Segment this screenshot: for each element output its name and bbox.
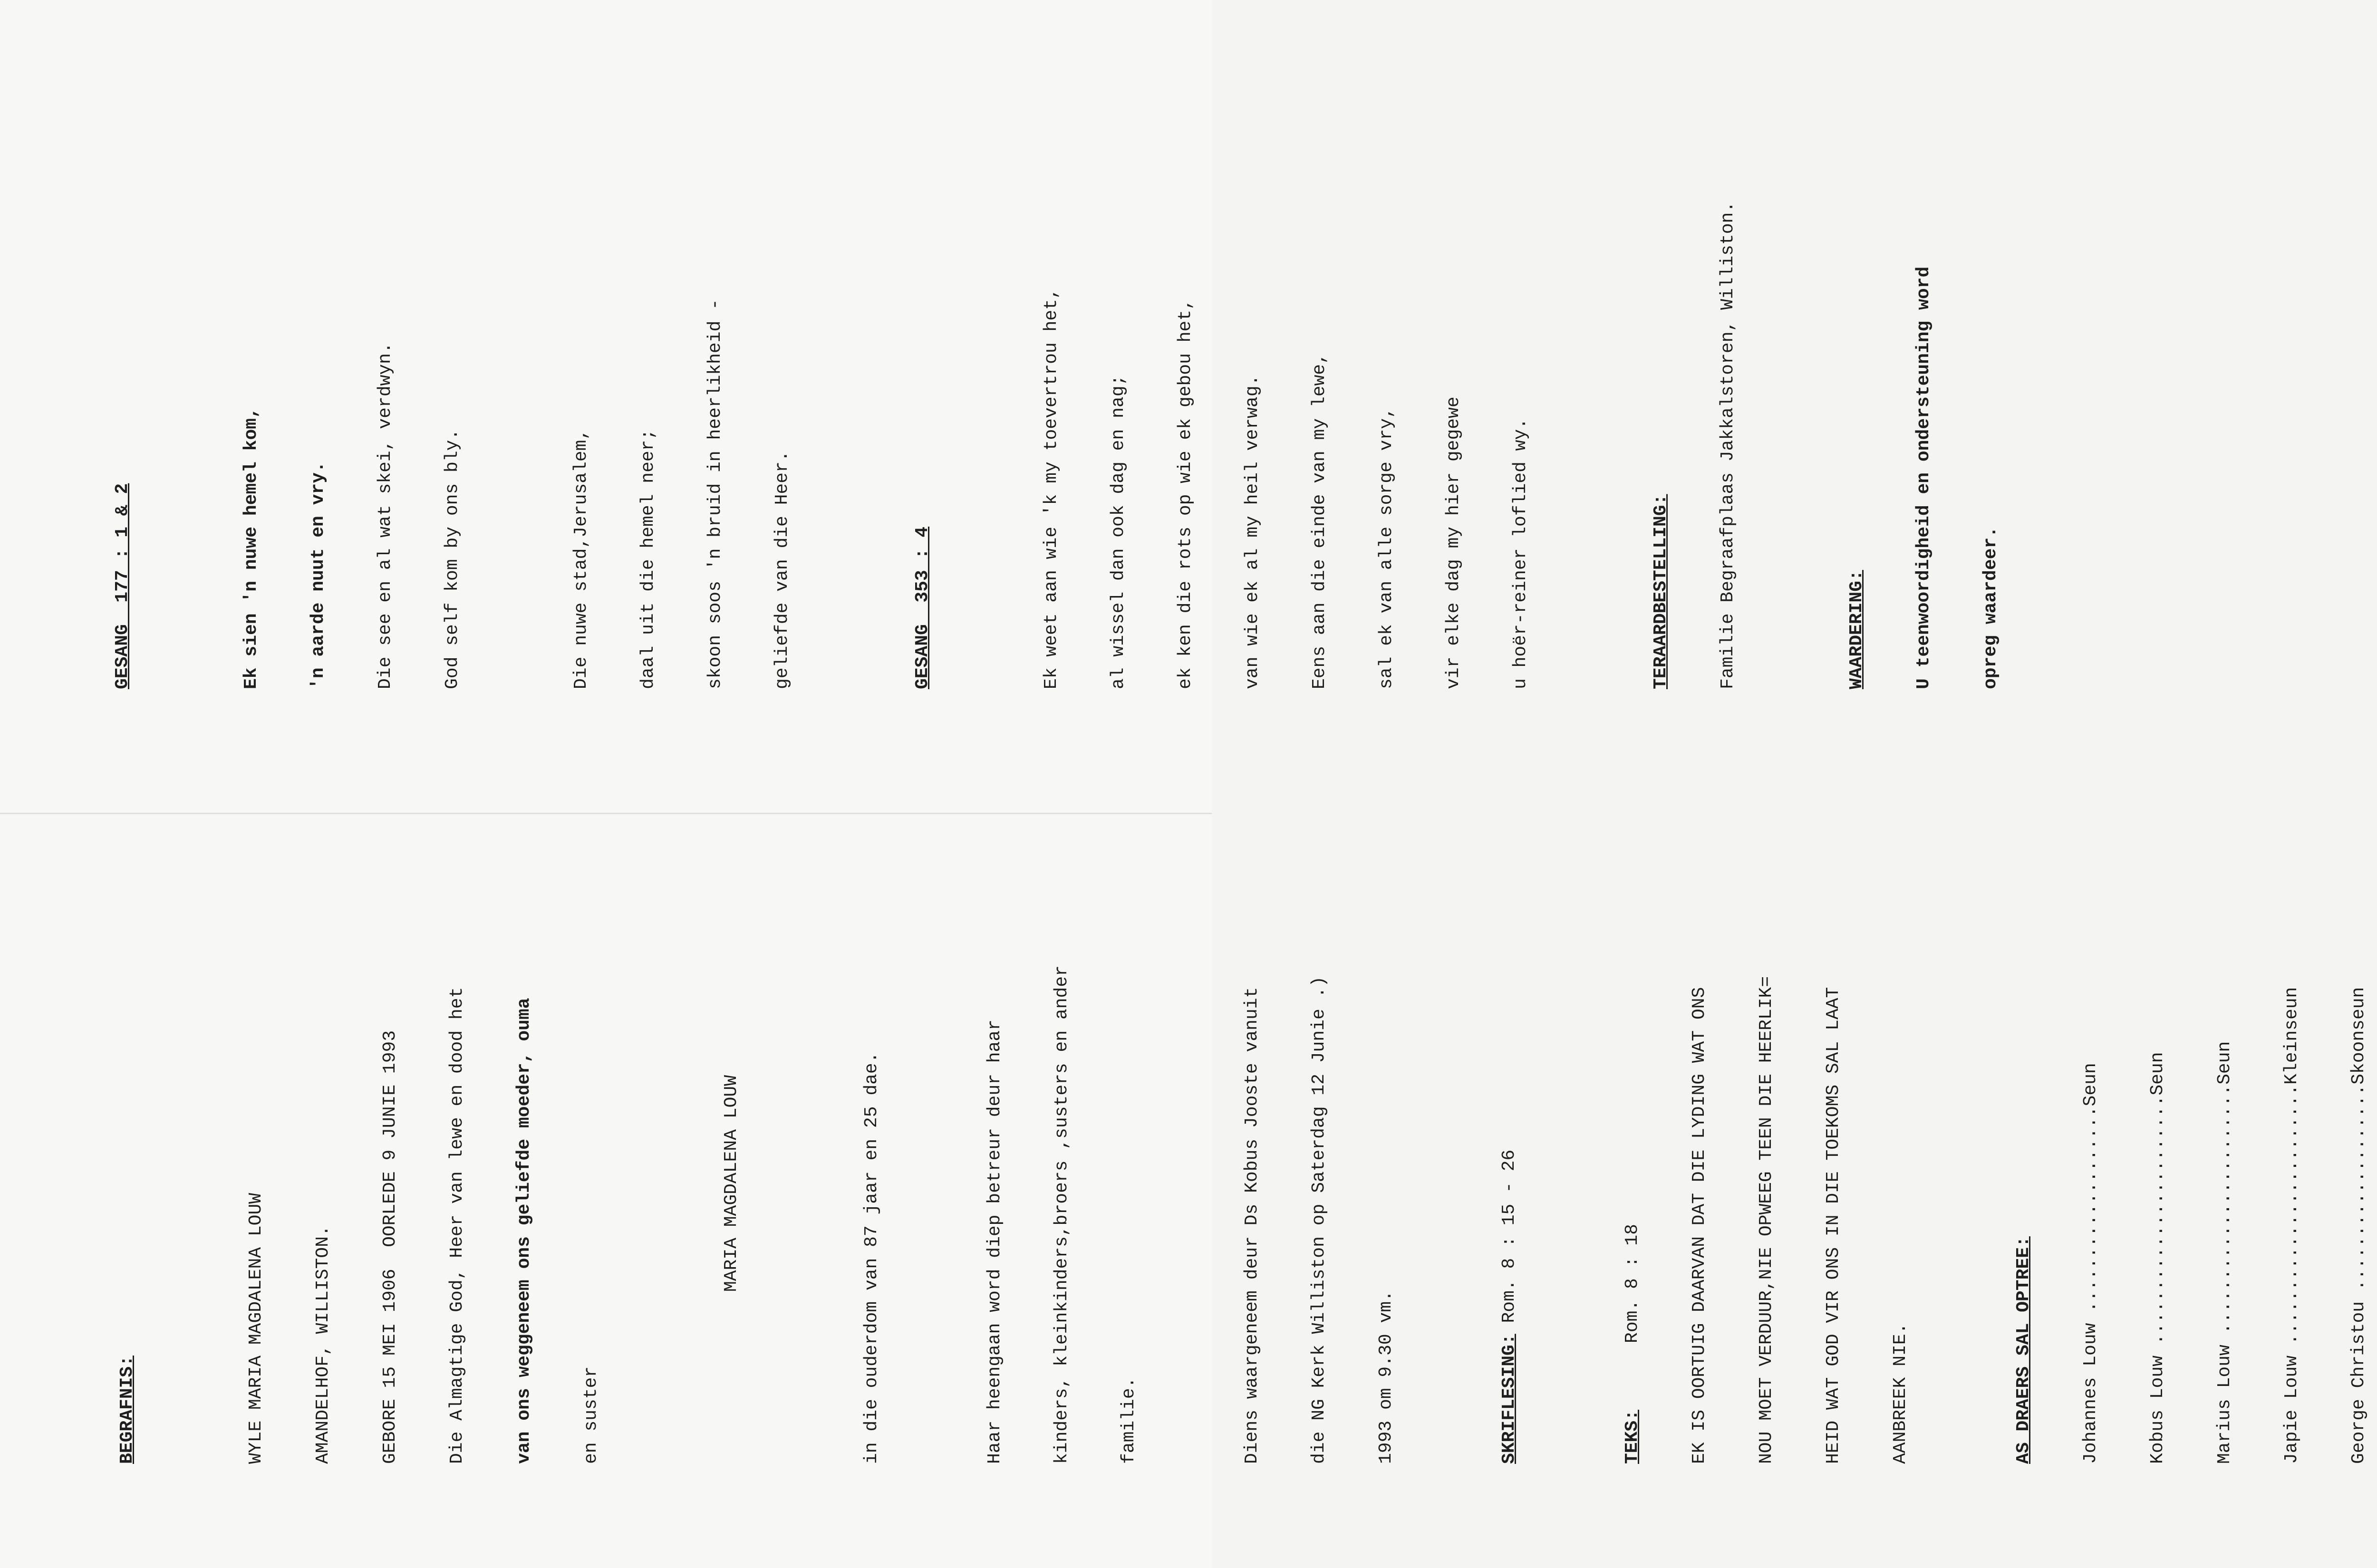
teks-text-line: EK IS OORTUIG DAARVAN DAT DIE LYDING WAT ONS — [1689, 987, 1710, 1464]
gesang-353-heading: GESANG 353 : 4 — [912, 526, 933, 689]
pallbearer-row: Kobus Louw .......................Seun — [2147, 1052, 2168, 1464]
waardering-line: U teenwoordigheid en ondersteuning word — [1913, 266, 1934, 689]
mourning-line: kinders, kleinkinders,broers ,susters en ander — [1052, 965, 1072, 1464]
hymn-line: van wie ek al my heil verwag. — [1242, 375, 1263, 689]
pallbearer-row: Japie Louw ........................Kleinseun — [2281, 987, 2302, 1464]
hymn-line: al wissel dan ook dag en nag; — [1108, 375, 1129, 689]
hymn-line: Die see en al wat skei, verdwyn. — [375, 342, 396, 689]
intro-line: Die Almagtige God, Heer van lewe en dood het — [447, 987, 467, 1464]
teraardbestelling-value: Familie Begraafplaas Jakkalstoren, Williston. — [1718, 201, 1738, 689]
teks-line — [1621, 846, 1643, 1464]
skriflesing-value: Rom. 8 : 15 - 26 — [1499, 1149, 1519, 1334]
teks-label: TEKS: — [1622, 1409, 1643, 1464]
hymn-line: geliefde van die Heer. — [772, 451, 792, 689]
gesang-177-heading: GESANG 177 : 1 & 2 — [112, 483, 133, 689]
waardering-heading: WAARDERING: — [1846, 570, 1867, 689]
hymn-line: vir elke dag my hier gegewe — [1443, 396, 1464, 689]
hymn-line: 'n aarde nuut en vry. — [308, 462, 329, 689]
page-fold-line — [0, 813, 1212, 814]
intro-line: van ons weggeneem ons geliefde moeder, ouma — [514, 998, 534, 1464]
pallbearer-row: Johannes Louw ...................Seun — [2080, 1063, 2101, 1464]
age-line: in die ouderdom van 87 jaar en 25 dae. — [861, 1052, 882, 1464]
service-line: Diens waargeneem deur Ds Kobus Jooste vanuit — [1242, 987, 1262, 1464]
deceased-address: AMANDELHOF, WILLISTON. — [313, 1225, 333, 1464]
skriflesing-line — [1498, 846, 1520, 1464]
mourning-line: Haar heengaan word diep betreur deur haar — [985, 1020, 1005, 1464]
hymn-line: skoon soos 'n bruid in heerlikheid - — [705, 299, 725, 689]
hymn-line: daal uit die hemel neer; — [638, 429, 658, 689]
pallbearer-row: Marius Louw .......................Seun — [2214, 1041, 2235, 1464]
teks-text-line: HEID WAT GOD VIR ONS IN DIE TOEKOMS SAL LAAT — [1823, 987, 1844, 1464]
service-line: die NG Kerk Williston op Saterdag 12 Junie .) — [1309, 976, 1329, 1464]
hymn-line: Die nuwe stad,Jerusalem, — [571, 429, 591, 689]
hymn-page — [67, 71, 2047, 689]
hymn-line: God self kom by ons bly. — [442, 429, 463, 689]
hymn-line: sal ek van alle sorge vry, — [1376, 407, 1397, 689]
birth-death-dates: GEBORE 15 MEI 1906 OORLEDE 9 JUNIE 1993 — [380, 1030, 400, 1464]
service-line: 1993 om 9.30 vm. — [1376, 1290, 1396, 1464]
waardering-line: opreg waardeer. — [1981, 526, 2001, 689]
hymn-line: u hoër-reiner loflied wy. — [1510, 418, 1531, 689]
intro-line: en suster — [581, 1366, 601, 1464]
teks-value: Rom. 8 : 18 — [1622, 1224, 1643, 1343]
centered-name: MARIA MAGDALENA LOUW — [721, 1075, 742, 1292]
mourning-line: familie. — [1119, 1377, 1139, 1464]
teks-text-line: AANBREEK NIE. — [1890, 1323, 1911, 1464]
hymn-line: ek ken die rots op wie ek gebou het, — [1175, 299, 1196, 689]
hymn-line: Ek sien 'n nuwe hemel kom, — [241, 407, 261, 689]
draers-heading: AS DRAERS SAL OPTREE: — [2013, 1236, 2034, 1464]
pallbearer-row: George Christou ...................Skoonseun — [2348, 987, 2369, 1464]
deceased-name: WYLE MARIA MAGDALENA LOUW — [246, 1193, 266, 1464]
begrafnis-heading: BEGRAFNIS: — [117, 1355, 137, 1464]
skriflesing-label: SKRIFLESING: — [1499, 1334, 1519, 1464]
funeral-notice-page — [71, 846, 2377, 1464]
teks-text-line: NOU MOET VERDUUR,NIE OPWEEG TEEN DIE HEERLIK= — [1756, 976, 1777, 1464]
teraardbestelling-heading: TERAARDBESTELLING: — [1651, 494, 1671, 689]
hymn-line: Eens aan die einde van my lewe, — [1309, 353, 1330, 689]
hymn-line: Ek weet aan wie 'k my toevertrou het, — [1041, 288, 1062, 689]
